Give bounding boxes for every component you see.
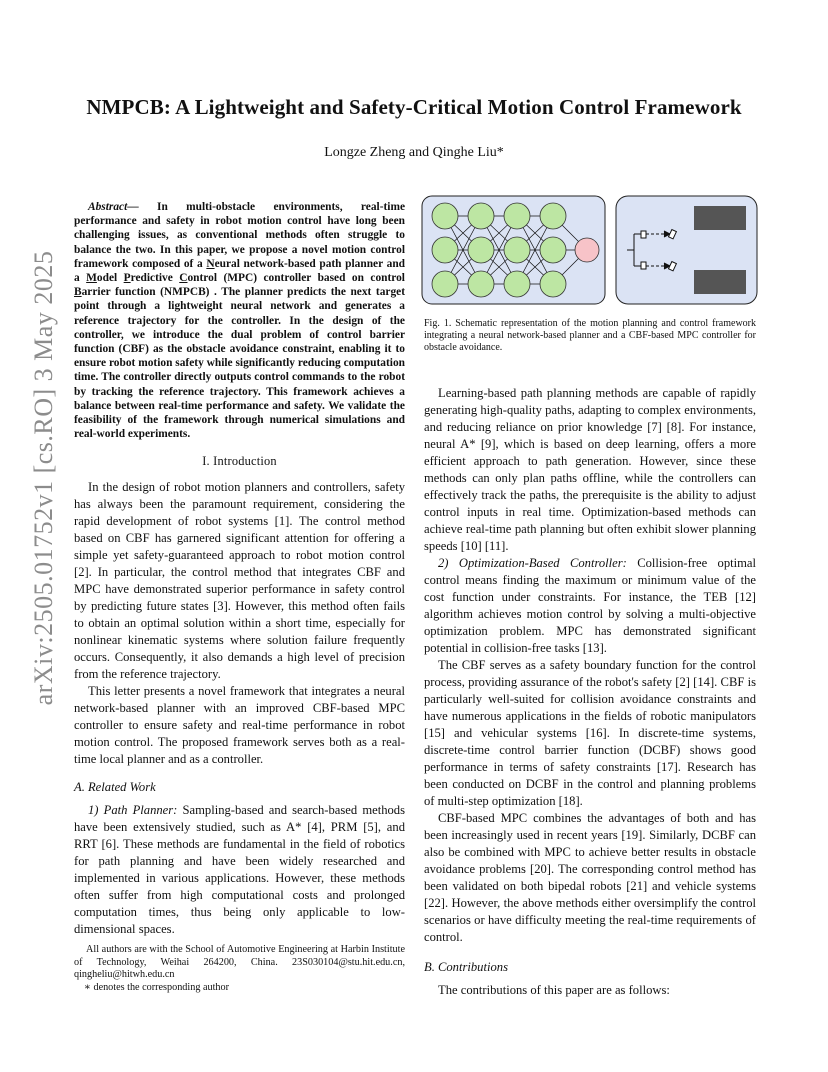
body-paragraph: The contributions of this paper are as follows: (438, 983, 670, 997)
abstract: Abstract— In multi-obstacle environments, real-time performance and safety in robot motion control have long been challenging issues, as conventional methods often struggle to balance the two. In this paper, we propose a novel motion control framework composed of a Neural network-based path planner and a Model Predictive Control (MPC) controller based on control Barrier function (NMPCB) . The planner predicts the next target point through a lightweight neural network and generates a reference trajectory for the controller. In the design of the controller, we introduce the dual problem of control barrier function (CBF) as the obstacle avoidance constraint, enabling it to ensure robot motion safety while significantly reducing computation time. The controller directly outputs control commands to the robot by tracking the reference trajectory. This framework achieves a balance between real-time performance and safety. We validate the feasibility of the framework through numerical simulations and real-world experiments. (74, 201, 405, 441)
footnote-corresponding: ∗ denotes the corresponding author (84, 981, 229, 993)
obstacle-block-top (694, 206, 746, 230)
subsection-heading-related-work: A. Related Work (74, 780, 156, 795)
network-node (432, 271, 458, 297)
author-list: Longze Zheng and Qinghe Liu* (324, 145, 504, 160)
intro-paragraph: This letter presents a novel framework that integrates a neural network-based planner with an improved CBF-based MPC controller to ensure safety and real-time performance in robot motion control. The proposed framework serves both as a real-time local planner and as a controller. (74, 684, 405, 767)
obstacle-block-bottom (694, 270, 746, 294)
figure-caption: Fig. 1. Schematic representation of the motion planning and control framework integrating a neural network-based planner and a CBF-based MPC controller for obstacle avoidance. (424, 318, 756, 353)
paper-title: NMPCB: A Lightweight and Safety-Critical Motion Control Framework (86, 95, 742, 119)
output-node (575, 238, 599, 262)
paragraph-heading: 1) Path Planner: (88, 803, 178, 818)
body-paragraph: The CBF serves as a safety boundary function for the control process, providing assurance of the robot's safety [2] [14]. CBF is particularly well-suited for collision avoidance constraints and have numerous applications in the fields of robotic manipulators [15] and vehicular systems [16]. In discrete-time systems, discrete-time control barrier function (DCBF) shows good performance in terms of safety constraints [17]. Research has been conducted on DCBF in the control and planning problems of multi-step optimization [18]. (424, 658, 756, 808)
network-node (504, 203, 530, 229)
body-paragraph: Learning-based path planning methods are capable of rapidly generating high-quality paths, adapting to complex environments, and reducing reliance on prior knowledge [7] [8]. For instance, neural A* [9], which is based on deep learning, offers a more efficient approach to path generation. However, since these methods can only plan paths offline, while the controllers can effectively track the paths, the prerequisite is the ability to adjust control inputs in real time. Optimization-based methods can achieve real-time path planning but often exhibit slower planning speeds [10] [11]. (424, 386, 756, 553)
section-heading-introduction: I. Introduction (202, 454, 277, 469)
left-column (74, 200, 405, 938)
figure-1-diagram (421, 194, 760, 308)
right-column (424, 385, 756, 999)
subsection-heading-contributions: B. Contributions (424, 960, 508, 974)
intro-paragraph: In the design of robot motion planners and controllers, safety has always been the paramount requirement, considering the rapid development of robot systems [1]. The control method based on CBF has garnered significant attention for offering a simple yet safety-guaranteed approach to robot motion control [2]. In particular, the control method that integrates CBF and MPC have demonstrated superior performance in safety control by predicting future states [3]. However, this method often fails to obtain an optimal solution within a short time, especially for nonlinear kinematic systems where solution failure frequently occurs. Consequently, it also demands a high level of precision from the reference trajectory. (74, 480, 405, 682)
arxiv-identifier: arXiv:2505.01752v1 [cs.RO] 3 May 2025 (29, 250, 58, 706)
network-node (468, 271, 494, 297)
abstract-label: Abstract (88, 201, 128, 213)
arxiv-sidebar (14, 250, 74, 706)
network-node (468, 203, 494, 229)
network-node (468, 237, 494, 263)
footnote-affiliation: All authors are with the School of Automotive Engineering at Harbin Institute of Technology, Weihai 264200, China. 23S030104@stu.hit.edu.cn, qingheliu@hitwh.edu.cn (74, 944, 405, 981)
path-planner-paragraph: 1) Path Planner: Sampling-based and search-based methods have been extensively studied, such as A* [4], PRM [5], and RRT [6]. These methods are fundamental in the field of robotics for path planning and have been widely researched and implemented in various applications. However, these methods often suffer from high computational costs and prolonged computation times, thus being only applicable to low-dimensional spaces. (74, 803, 405, 937)
paragraph-heading: 2) Optimization-Based Controller: (438, 556, 627, 570)
network-node (540, 271, 566, 297)
network-node (540, 203, 566, 229)
footnote (74, 944, 405, 994)
network-node (504, 237, 530, 263)
network-node (432, 237, 458, 263)
network-node (540, 237, 566, 263)
optimization-controller-paragraph: 2) Optimization-Based Controller: Collision-free optimal control means finding the maximum or minimum value of the cost function under constraints. For instance, the TEB [12] algorithm achieves motion control by solving a multi-objective optimization problem. MPC has demonstrated significant potential in collision-free tasks [13]. (424, 556, 756, 655)
body-paragraph: CBF-based MPC combines the advantages of both and has been increasingly used in recent years [19]. Similarly, DCBF can also be combined with MPC to achieve better results in obstacle avoidance problems [20]. The corresponding control method has been validated on both bipedal robots [21] and vehicle systems [22]. However, the above methods either oversimplify the control scenarios or have difficulty meeting the real-time requirements of control. (424, 811, 756, 944)
network-node (504, 271, 530, 297)
network-node (432, 203, 458, 229)
